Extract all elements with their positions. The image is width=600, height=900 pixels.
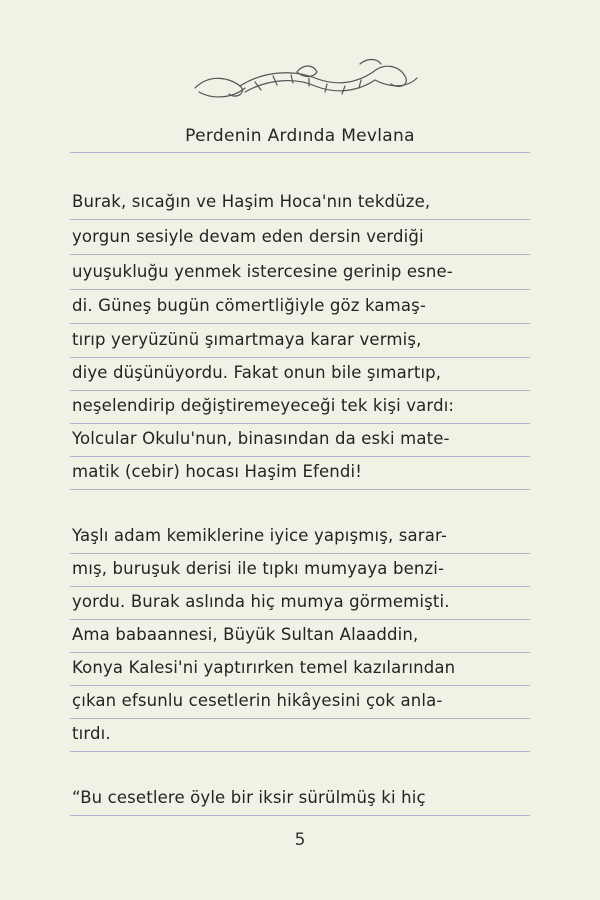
ruled-line: [70, 685, 530, 686]
text-line: Ama babaannesi, Büyük Sultan Alaaddin,: [72, 625, 419, 644]
ruled-line: [70, 815, 530, 816]
text-line: neşelendirip değiştiremeyeceği tek kişi vardı:: [72, 396, 455, 415]
text-line: “Bu cesetlere öyle bir iksir sürülmüş ki hiç: [72, 788, 426, 807]
text-line: matik (cebir) hocası Haşim Efendi!: [72, 462, 363, 481]
text-line: Yolcular Okulu'nun, binasından da eski mate-: [72, 429, 450, 448]
text-line: çıkan efsunlu cesetlerin hikâyesini çok anla-: [72, 691, 443, 710]
ruled-line: [70, 357, 530, 358]
ruled-line: [70, 586, 530, 587]
ruled-line: [70, 423, 530, 424]
ruled-line: [70, 489, 530, 490]
text-line: diye düşünüyordu. Fakat onun bile şımartıp,: [72, 363, 442, 382]
ruled-line: [70, 553, 530, 554]
text-line: di. Güneş bugün cömertliğiyle göz kamaş-: [72, 296, 427, 315]
ruled-line: [70, 652, 530, 653]
text-line: mış, buruşuk derisi ile tıpkı mumyaya benzi-: [72, 559, 445, 578]
text-line: tırdı.: [72, 724, 111, 743]
ruled-line: [70, 219, 530, 220]
ruled-line: [70, 456, 530, 457]
text-line: Konya Kalesi'ni yaptırırken temel kazılarından: [72, 658, 456, 677]
text-line: uyuşukluğu yenmek istercesine gerinip esne-: [72, 262, 453, 281]
text-line: yordu. Burak aslında hiç mumya görmemişti.: [72, 592, 450, 611]
text-line: Yaşlı adam kemiklerine iyice yapışmış, sarar-: [72, 526, 447, 545]
ribbon-banner-icon: [185, 48, 425, 118]
text-line: Burak, sıcağın ve Haşim Hoca'nın tekdüze,: [72, 192, 431, 211]
ruled-line: [70, 254, 530, 255]
ruled-line: [70, 289, 530, 290]
title-underline: [70, 152, 530, 153]
ruled-line: [70, 390, 530, 391]
page-number: 5: [294, 830, 306, 850]
ruled-line: [70, 751, 530, 752]
ruled-line: [70, 619, 530, 620]
chapter-title: Perdenin Ardında Mevlana: [185, 126, 415, 146]
text-line: yorgun sesiyle devam eden dersin verdiği: [72, 227, 424, 246]
ruled-line: [70, 323, 530, 324]
text-line: tırıp yeryüzünü şımartmaya karar vermiş,: [72, 330, 422, 349]
ruled-line: [70, 718, 530, 719]
